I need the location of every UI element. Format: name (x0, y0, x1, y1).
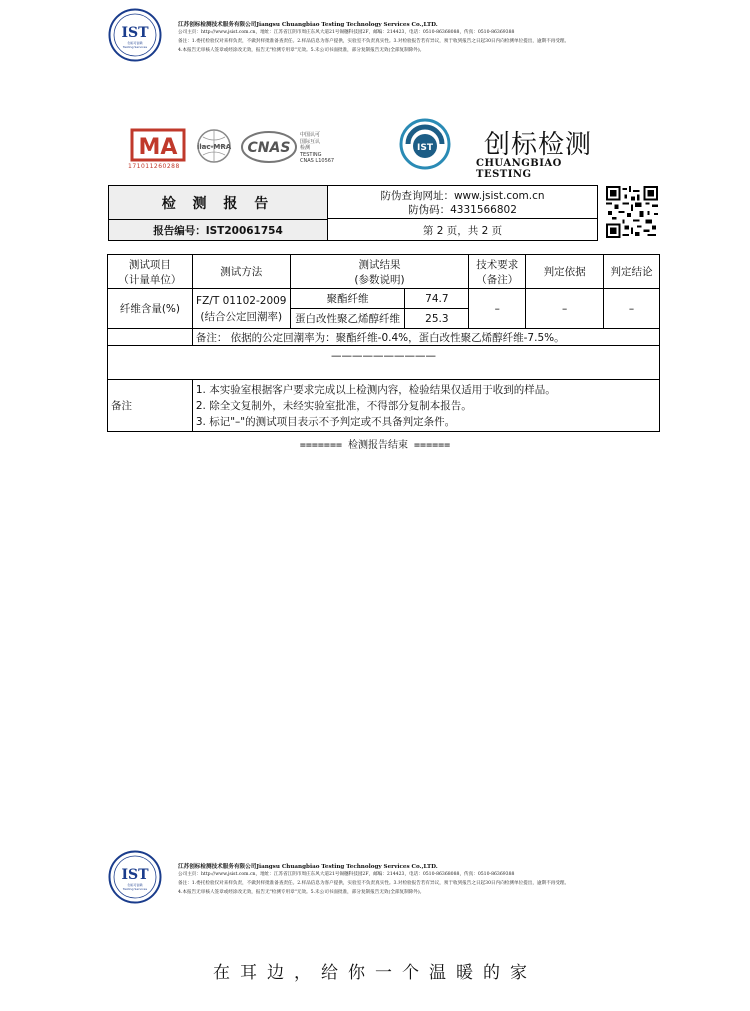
company-notice-line: 备注：1.委托检验仅对来样负责，不做封样批准备查责任。2.样品信息为客户提供，实验室不负责真实性。3.对检验报告若有异议，须于收到报告之日起30日内向检测单位提出，逾期不再受理。 (178, 39, 570, 44)
header-result: 测试结果 (参数说明) (290, 255, 469, 289)
table-note-row (108, 329, 660, 346)
header-basis: 判定依据 (526, 255, 604, 289)
svg-text:创标可信赖: 创标可信赖 (127, 883, 143, 887)
remark-item: 2. 除全文复制外，未经实验室批准，不得部分复制本报告。 (195, 399, 472, 412)
slogan: 在耳边，给你一个温暖的家 (213, 963, 537, 983)
results-table (107, 254, 660, 432)
cell-blank-line: —————————— (108, 346, 660, 380)
svg-text:Testing Services: Testing Services (122, 887, 148, 891)
cell-basis: – (526, 289, 604, 329)
company-notice-line-2: 4.本报告无审核人签章或经涂改无效，报告无"检测专用章"无效。5.未公司书面批准，部分复制报告无效(全部复制除外)。 (178, 48, 425, 53)
svg-text:IST: IST (417, 143, 433, 153)
brand-name-en: CHUANGBIAO TESTING (476, 158, 562, 180)
cell-tech-req: – (469, 289, 526, 329)
cell-conclusion: – (604, 289, 660, 329)
header-method: 测试方法 (192, 255, 290, 289)
cell-method: FZ/T 01102-2009 (结合公定回潮率) (192, 289, 290, 329)
remark-item: 1. 本实验室根据客户要求完成以上检测内容，检验结果仅适用于收到的样品。 (195, 383, 556, 396)
ist-seal-icon (108, 8, 162, 62)
certification-logos (128, 126, 608, 180)
qr-code-icon[interactable] (606, 185, 658, 239)
cell-note: 备注： 依据的公定回潮率为：聚酯纤维-0.4%，蛋白改性聚乙烯醇纤维-7.5%。 (192, 329, 659, 346)
table-row (108, 289, 660, 309)
cma-logo-icon (128, 128, 188, 162)
page-info: 第 2 页，共 2 页 (422, 224, 503, 237)
cell-remarks (192, 380, 659, 432)
svg-text:IST: IST (121, 867, 149, 883)
company-header (108, 8, 668, 64)
ist-seal-icon (108, 850, 162, 904)
svg-text:MA: MA (138, 135, 178, 160)
company-contact-line: 公司主页：http://www.jsist.com.cn，地址：江苏省江阴市周庄东风大道21号锡穗科技园2F，邮编：214423，电话：0510-86368088，传真：0510-86369388 (178, 872, 515, 877)
anti-fake-info (328, 186, 597, 219)
cnas-logo-icon (240, 130, 298, 164)
report-end-marker: ======= 检测报告结束 ====== (299, 440, 451, 451)
header-tech-req: 技术要求 （备注） (469, 255, 526, 289)
company-notice-line-2: 4.本报告无审核人签章或经涂改无效，报告无"检测专用章"无效。5.未公司书面批准，部分复制报告无效(全部复制除外)。 (178, 890, 425, 895)
svg-text:ilac-MRA: ilac-MRA (196, 143, 232, 151)
cell-fiber-name: 蛋白改性聚乙烯醇纤维 (290, 309, 405, 329)
report-header (108, 185, 598, 241)
ilac-mra-logo-icon (194, 128, 234, 166)
svg-text:Testing Services: Testing Services (122, 45, 148, 49)
company-footer (108, 850, 668, 906)
svg-text:CNAS: CNAS (247, 140, 291, 156)
company-contact-line: 公司主页：http://www.jsist.com.cn，地址：江苏省江阴市周庄东风大道21号锡穗科技园2F，邮编：214423，电话：0510-86368088，传真：0510-86369388 (178, 30, 515, 35)
svg-text:IST: IST (121, 25, 149, 41)
anti-fake-code: 防伪码：4331566802 (408, 204, 517, 216)
company-notice-line: 备注：1.委托检验仅对来样负责，不做封样批准备查责任。2.样品信息为客户提供，实验室不负责真实性。3.对检验报告若有异议，须于收到报告之日起30日内向检测单位提出，逾期不再受理。 (178, 881, 570, 886)
cnas-caption: 中国认可 国际互认 检测 TESTING CNAS L10567 (300, 132, 335, 165)
table-remarks-row (108, 380, 660, 432)
remark-item: 3. 标记"–"的测试项目表示不予判定或不具备判定条件。 (195, 415, 456, 428)
cell-remarks-label: 备注 (108, 380, 193, 432)
cell-fiber-name: 聚酯纤维 (290, 289, 405, 309)
table-blank-row (108, 346, 660, 380)
company-name: 江苏创标检测技术服务有限公司Jiangsu Chuangbiao Testing Technology Services Co.,LTD. (178, 22, 438, 28)
anti-fake-site: 防伪查询网址：www.jsist.com.cn (380, 190, 545, 202)
header-item: 测试项目 （计量单位） (108, 255, 193, 289)
svg-text:创标可信赖: 创标可信赖 (127, 41, 143, 45)
company-name: 江苏创标检测技术服务有限公司Jiangsu Chuangbiao Testing Technology Services Co.,LTD. (178, 864, 438, 870)
cell-fiber-value: 25.3 (405, 309, 469, 329)
table-header-row (108, 255, 660, 289)
ist-logo-icon (398, 118, 452, 170)
cell-fiber-value: 74.7 (405, 289, 469, 309)
report-number: 报告编号：IST20061754 (109, 220, 328, 240)
cma-number: 171011260288 (128, 163, 180, 170)
header-conclusion: 判定结论 (604, 255, 660, 289)
report-title: 检 测 报 告 (109, 186, 328, 220)
cell-item: 纤维含量(%) (108, 289, 193, 329)
brand-name-cn: 创标检测 (484, 130, 593, 160)
